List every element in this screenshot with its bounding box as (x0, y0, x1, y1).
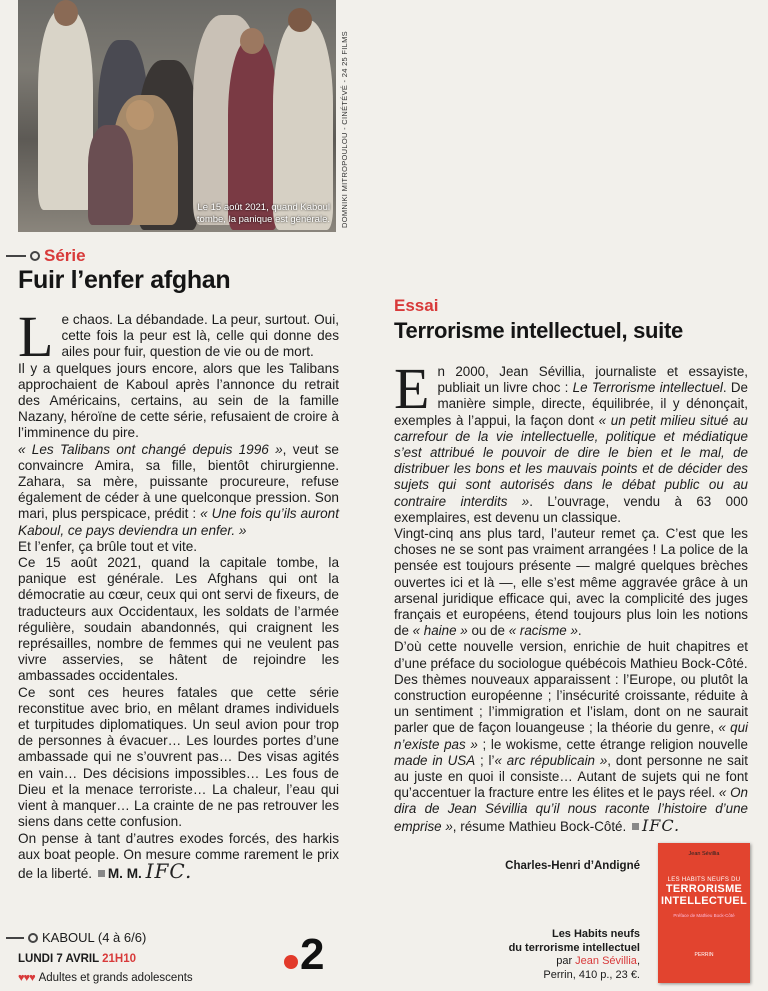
rubric-line-icon (6, 937, 24, 939)
series-paragraph-6-text: On pense à tant d’autres exodes forcés, des harkis aux boat people. On mesure comme rarement le prix de la liberté. (18, 830, 339, 881)
book-cover-title-small: LES HABITS NEUFS DU (667, 877, 741, 883)
essay-quote-emprise: « On dira de Jean Sévillia qu’il nous raconte l’histoire d’une emprise » (394, 785, 748, 834)
quote-talibans: « Les Talibans ont changé depuis 1996 » (18, 441, 283, 457)
series-paragraph-5: Ce sont ces heures fatales que cette série reconstitue avec brio, en mêlant drames individuels et turpitudes diplomatiques. Un seul avion pour trop de personnes à évacuer… Les lourdes portes d’une ambassade qui ne s’ouvrent pas… Des visas agités en vain… Des décisions impossibles… Les fous de Dieu et la menace terroriste… La chaleur, l’eau qui vient à manquer… La crainte de ne pas retrouver les siens dans cette confusion. (18, 684, 339, 830)
essay-paragraph-3: D’où cette nouvelle version, enrichie de huit chapitres et d’une préface du sociologue québécois Mathieu Bock-Côté. (394, 639, 748, 671)
essay-p4-c: ; l’ (475, 752, 495, 768)
essay-made-in-usa: made in USA (394, 752, 476, 768)
article-photo (18, 0, 336, 232)
series-signature: M. M. (107, 865, 142, 881)
essay-p2-a: Vingt-cinq ans plus tard, l’auteur remet ça. C’est que les choses ne se sont pas vraiment arrangées ! La police de la pensée est toujours présente — malgré quelques brèches ouvertes ici et là —, elle s’est même aggravée grâce à un arsenal juridique efficace qui, avec la complicité des juges français et européens, étend toujours plus loin les notions de (394, 526, 748, 639)
series-paragraph-3 (18, 442, 339, 539)
essay-author: Charles-Henri d’Andigné (505, 860, 640, 872)
book-cover-author: Jean Sévillia (688, 851, 720, 857)
essay-rubric: Essai (394, 296, 439, 315)
series-dropcap: L (18, 304, 54, 369)
essay-quote-1: « un petit milieu situé au carrefour de la vie intellectuelle, politique et médiatique s’est attribué le pouvoir de dire le bien et le mal, de distribuer les bons et les mauvais points et de décider des sujets qui sont autorisés dans le débat public ou au contraire interdits » (394, 412, 748, 509)
broadcast-time: 21H10 (102, 953, 137, 965)
end-square-icon (98, 870, 105, 877)
book-title-line-2: du terrorisme intellectuel (508, 941, 640, 954)
series-title: Fuir l’enfer afghan (18, 266, 231, 294)
rubric-dot-icon (28, 933, 38, 943)
book-by: par (556, 955, 573, 967)
essay-article-body (394, 356, 748, 835)
rubric-dot-icon (30, 251, 40, 261)
handwritten-mark: IFC. (641, 815, 681, 835)
channel-logo (284, 930, 324, 980)
series-rubric: Série (44, 246, 86, 265)
essay-p4-d: , dont personne ne sait au juste en quoi il consiste… Autant de sujets qui ne font qu’accentuer la fracture entre les élites et le pays réel. (394, 752, 748, 801)
essay-book-title: Le Terrorisme intellectuel (572, 380, 723, 396)
book-title-line-1: Les Habits neufs (551, 928, 640, 940)
book-byline: par Jean Sévillia, (556, 955, 640, 967)
channel-number: 2 (300, 930, 325, 979)
book-cover-publisher: PERRIN (694, 952, 714, 958)
series-paragraph-2: Il y a quelques jours encore, alors que les Talibans approchaient de Kaboul après l’annonce du retrait des Américains, certains, au sein de la famille Nazany, héroïne de cette série, refusaient de croire à l’imminence du pire. (18, 360, 339, 441)
audience-hearts-icon: ♥♥♥ (18, 972, 35, 984)
book-cover-subtitle: Préface de Mathieu Bock-Côté (673, 913, 735, 918)
tv-listing-audience (18, 972, 193, 984)
essay-p1-a: n 2000, Jean Sévillia, journaliste et essayiste, publiait un livre choc : (437, 364, 748, 396)
tv-listing-time (18, 953, 136, 965)
series-paragraph-4: Ce 15 août 2021, quand la capitale tombe, la panique est générale. Les Afghans qui ont la démocratie au cœur, ceux qui ont servi de fixeurs, de traducteurs aux Occidentaux, les soldats de l’armée régulière, soudain abandonnés, qui craignent les représailles, nombre de femmes qui ne veulent pas vivre asservies, se hâtent de rejoindre les ambassades occidentales. (18, 555, 339, 684)
essay-quote-arc: « arc républicain » (494, 752, 608, 768)
essay-paragraph-4 (394, 672, 748, 835)
quote-kaboul: « Une fois qu’ils auront Kaboul, ce pays deviendra un enfer. » (18, 506, 340, 538)
book-cover (658, 843, 750, 983)
series-paragraph-1: e chaos. La débandade. La peur, surtout. Oui, cette fois la peur est là, celle qui donne des ailes pour fuir, question de vie ou de mort. (61, 312, 339, 360)
handwritten-mark: IFC. (145, 858, 193, 883)
book-info (470, 928, 640, 982)
channel-dot-icon (284, 955, 298, 969)
essay-p4-a: Des thèmes nouveaux apparaissent : l’Europe, ou plutôt la construction européenne ; l’insécurité croissante, réduite à un sentiment ; l’immigration et l’islam, dont on ne saurait parler que de façon louangeuse ; la théorie du genre, (394, 671, 748, 736)
essay-p4-b: ; le wokisme, cette étrange religion nouvelle (477, 736, 748, 752)
essay-title: Terrorisme intellectuel, suite (394, 318, 683, 343)
essay-quote-genre: « qui n’existe pas » (394, 720, 748, 752)
series-rubric-row (6, 246, 86, 266)
essay-p2-end: . (577, 623, 582, 639)
essay-paragraph-2 (394, 526, 748, 639)
audience-label: Adultes et grands adolescents (38, 972, 193, 984)
essay-dropcap: E (394, 356, 430, 421)
essay-p1-b: . De manière simple, directe, équilibrée, il y dénonçait, exemples à l’appui, la façon dont (394, 380, 748, 428)
rubric-line-icon (6, 255, 26, 257)
tv-listing-show (6, 930, 146, 945)
essay-quote-haine: « haine » (412, 623, 468, 639)
essay-p1-c: . L’ouvrage, vendu à 63 000 exemplaires, est devenu un classique. (394, 493, 748, 525)
photo-credit: DOMNIKI MITROPOULOU - CINÉTÉVÉ - 24 25 FILMS (340, 31, 349, 228)
essay-quote-racisme: « racisme » (508, 623, 578, 639)
essay-p2-mid: ou de (467, 623, 509, 639)
show-name: KABOUL (4 à 6/6) (42, 930, 147, 945)
book-publisher: Perrin, 410 p., 23 €. (543, 968, 640, 981)
broadcast-day: LUNDI 7 AVRIL (18, 953, 99, 965)
series-paragraph-3-text: , veut se convaincre Amira, sa fille, bientôt chirurgienne. Zahara, sa mère, puissante procureure, refuse également de céder à une quelconque pression. Son mari, plus perspicace, prédit : (18, 441, 339, 522)
book-cover-title-1: TERRORISME (665, 883, 743, 895)
end-square-icon (632, 823, 639, 830)
photo-caption: Le 15 août 2021, quand Kaboul tombe, la panique est générale. (196, 202, 330, 225)
series-paragraph-3-end: Et l’enfer, ça brûle tout et vite. (18, 538, 198, 554)
book-cover-title-2: INTELLECTUEL (660, 895, 748, 907)
series-article-body (18, 304, 340, 883)
essay-p4-e: , résume Mathieu Bock-Côté. (452, 818, 627, 834)
series-paragraph-6 (18, 831, 339, 883)
book-author: Jean Sévillia (575, 955, 637, 967)
